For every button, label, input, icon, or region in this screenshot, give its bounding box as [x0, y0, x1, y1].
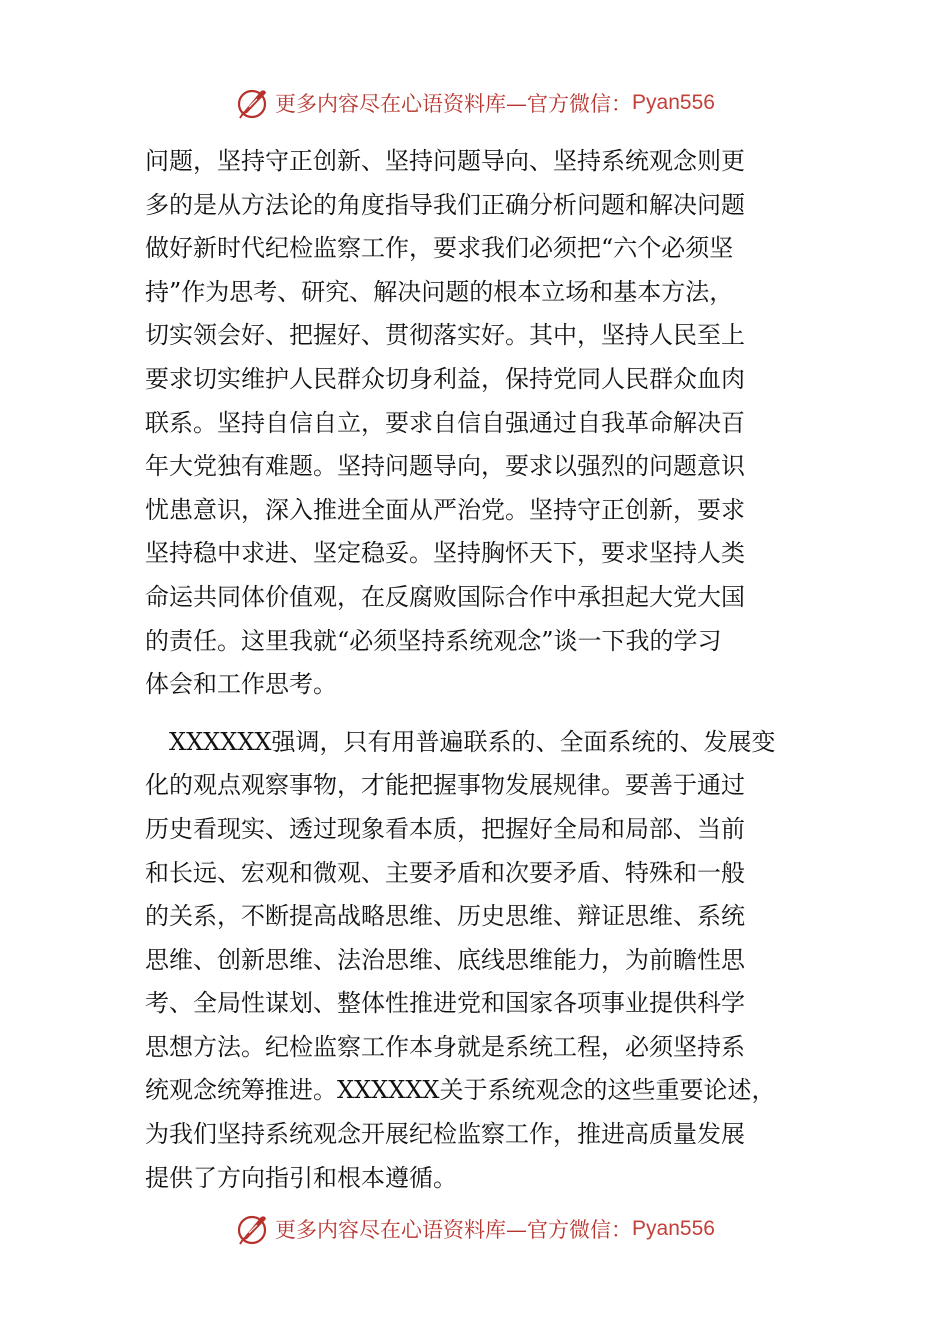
text-line: 联系。坚持自信自立，要求自信自强通过自我革命解决百 [145, 408, 745, 437]
paragraph-spacer [145, 707, 809, 721]
text-line: 命运共同体价值观，在反腐败国际合作中承担起大党大国 [145, 582, 745, 611]
header-banner [0, 83, 950, 123]
text-line: XXXXXX强调，只有用普遍联系的、全面系统的、发展变 [145, 727, 776, 756]
text-line: 问题，坚持守正创新、坚持问题导向、坚持系统观念则更 [145, 147, 745, 175]
text-line: 考、全局性谋划、整体性推进党和国家各项事业提供科学 [145, 989, 745, 1018]
text-line: 的责任。这里我就“必须坚持系统观念”谈一下我的学习 [145, 626, 722, 655]
text-line: 思想方法。纪检监察工作本身就是系统工程，必须坚持系 [145, 1032, 745, 1061]
text-line: 年大党独有难题。坚持问题导向，要求以强烈的问题意识 [145, 452, 745, 481]
footer-banner [0, 1209, 950, 1249]
footer-banner-text: 更多内容尽在心语资料库—官方微信： [275, 1218, 633, 1242]
text-line: 切实领会好、把握好、贯彻落实好。其中，坚持人民至上 [145, 321, 745, 350]
text-line: 体会和工作思考。 [145, 670, 337, 699]
text-line: 历史看现实、透过现象看本质，把握好全局和局部、当前 [145, 814, 745, 843]
text-line: 多的是从方法论的角度指导我们正确分析问题和解决问题 [145, 190, 745, 219]
quill-pen-logo-icon [235, 1211, 271, 1247]
text-line: 统观念统筹推进。XXXXXX关于系统观念的这些重要论述， [145, 1076, 776, 1105]
paragraph-1 [145, 140, 809, 707]
text-line: 提供了方向指引和根本遵循。 [145, 1163, 457, 1192]
header-wechat-id: Pyan556 [632, 91, 715, 114]
text-line: 做好新时代纪检监察工作，要求我们必须把“六个必须坚 [145, 234, 734, 263]
text-line: 要求切实维护人民群众切身利益，保持党同人民群众血肉 [145, 364, 745, 393]
paragraph-2 [145, 721, 809, 1201]
quill-pen-logo-icon [235, 85, 271, 121]
text-line: 忧患意识，深入推进全面从严治党。坚持守正创新，要求 [145, 495, 745, 524]
document-body [145, 140, 809, 1200]
footer-wechat-id: Pyan556 [632, 1217, 715, 1240]
text-line: 化的观点观察事物，才能把握事物发展规律。要善于通过 [145, 771, 745, 800]
text-line: 和长远、宏观和微观、主要矛盾和次要矛盾、特殊和一般 [145, 858, 745, 887]
text-line: 思维、创新思维、法治思维、底线思维能力，为前瞻性思 [145, 945, 745, 974]
header-banner-text: 更多内容尽在心语资料库—官方微信： [275, 92, 633, 116]
text-line: 的关系，不断提高战略思维、历史思维、辩证思维、系统 [145, 902, 745, 931]
text-line: 坚持稳中求进、坚定稳妥。坚持胸怀天下，要求坚持人类 [145, 539, 745, 568]
text-line: 为我们坚持系统观念开展纪检监察工作，推进高质量发展 [145, 1120, 745, 1149]
text-line: 持”作为思考、研究、解决问题的根本立场和基本方法， [145, 277, 734, 306]
